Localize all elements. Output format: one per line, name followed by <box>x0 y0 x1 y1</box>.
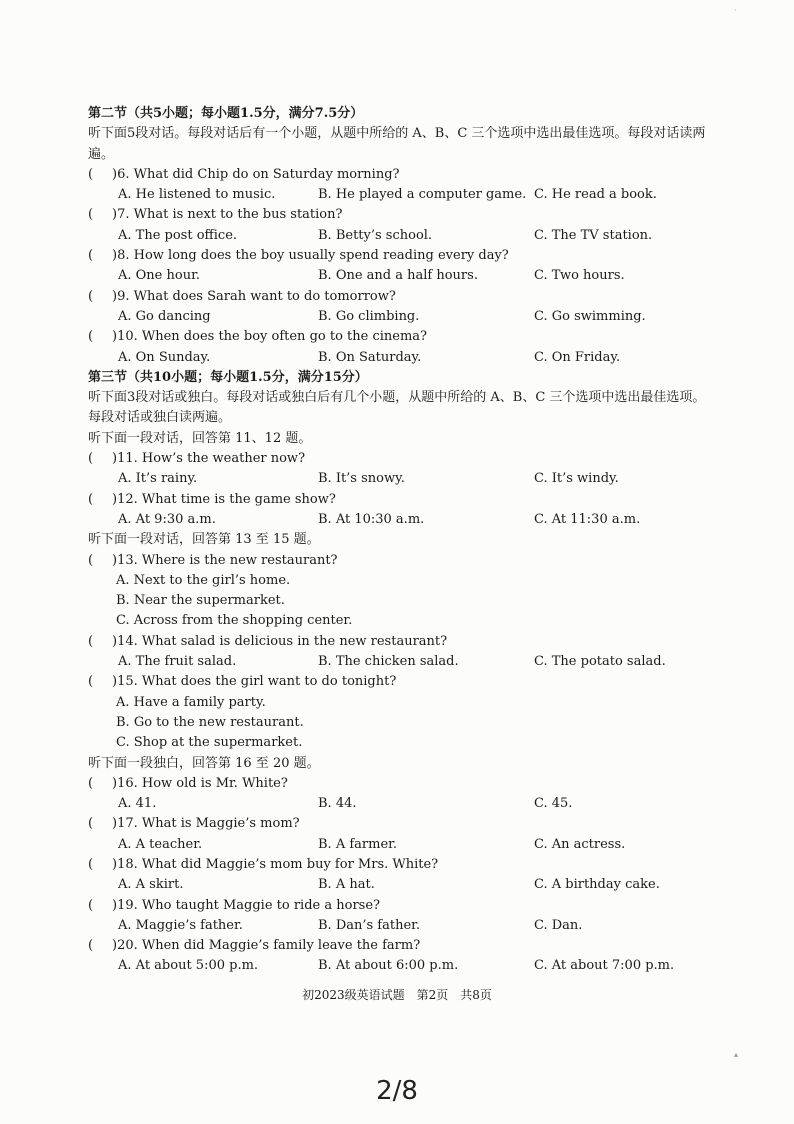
q19 <box>88 896 708 937</box>
answer-blank[interactable]: ( <box>88 207 94 223</box>
option-c: C. The TV station. <box>534 227 653 243</box>
option-a: A. It’s rainy. <box>118 471 198 487</box>
answer-blank[interactable]: ( <box>88 329 94 345</box>
q10 <box>88 327 708 368</box>
page-indicator: 2/8 <box>376 1076 418 1106</box>
option-b: B. One and a half hours. <box>318 268 478 284</box>
answer-blank[interactable]: ( <box>88 856 94 872</box>
answer-blank[interactable]: ( <box>88 491 94 507</box>
answer-blank[interactable]: ( <box>88 775 94 791</box>
option-c: C. It’s windy. <box>534 471 619 487</box>
q15 <box>88 672 708 753</box>
answer-blank[interactable]: ( <box>88 816 94 832</box>
option-c: C. A birthday cake. <box>534 877 660 893</box>
option-b: B. Go to the new restaurant. <box>116 714 304 730</box>
option-c: C. Go swimming. <box>534 308 646 324</box>
q7 <box>88 205 708 246</box>
answer-blank[interactable]: ( <box>88 897 94 913</box>
option-b: B. A farmer. <box>318 836 398 852</box>
question-text: )9. What does Sarah want to do tomorrow? <box>112 288 396 304</box>
option-c: C. Shop at the supermarket. <box>116 735 303 751</box>
option-c: C. Dan. <box>534 917 583 933</box>
section2-instruction: 听下面5段对话。每段对话后有一个小题，从题中所给的 A、B、C 三个选项中选出最佳选项。每段对话读两遍。 <box>88 126 706 162</box>
answer-blank[interactable]: ( <box>88 451 94 467</box>
question-text: )15. What does the girl want to do tonight? <box>112 674 397 690</box>
scan-speck-icon: ▴ <box>734 1050 739 1059</box>
option-c: C. On Friday. <box>534 349 621 365</box>
option-b: B. A hat. <box>318 877 375 893</box>
option-b: B. Near the supermarket. <box>116 593 285 609</box>
option-b: B. It’s snowy. <box>318 471 405 487</box>
option-a: A. Next to the girl’s home. <box>116 572 291 588</box>
option-a: A. Go dancing <box>118 308 211 324</box>
option-a: A. At about 5:00 p.m. <box>118 958 259 974</box>
option-b: B. 44. <box>318 796 357 812</box>
question-text: )7. What is next to the bus station? <box>112 207 343 223</box>
scan-speck-icon: · <box>734 6 737 15</box>
question-text: )11. How’s the weather now? <box>112 451 306 467</box>
answer-blank[interactable]: ( <box>88 938 94 954</box>
q17 <box>88 814 708 855</box>
question-text: )10. When does the boy often go to the cinema? <box>112 329 428 345</box>
question-text: )13. Where is the new restaurant? <box>112 552 338 568</box>
option-a: A. One hour. <box>118 268 200 284</box>
option-c: C. The potato salad. <box>534 654 666 670</box>
q8 <box>88 246 708 287</box>
q14 <box>88 632 708 673</box>
option-c: C. He read a book. <box>534 187 657 203</box>
option-a: A. The post office. <box>118 227 238 243</box>
q13 <box>88 551 708 632</box>
option-a: A. At 9:30 a.m. <box>118 511 216 527</box>
option-b: B. At 10:30 a.m. <box>318 511 425 527</box>
q11 <box>88 449 708 490</box>
option-b: B. On Saturday. <box>318 349 422 365</box>
option-c: C. Two hours. <box>534 268 625 284</box>
option-b: B. Betty’s school. <box>318 227 433 243</box>
q12 <box>88 490 708 531</box>
answer-blank[interactable]: ( <box>88 288 94 304</box>
option-b: B. He played a computer game. <box>318 187 527 203</box>
passage3-intro: 听下面一段独白，回答第 16 至 20 题。 <box>88 755 320 771</box>
question-text: )20. When did Maggie’s family leave the farm? <box>112 938 421 954</box>
section3-instruction: 听下面3段对话或独白。每段对话或独白后有几个小题，从题中所给的 A、B、C 三个选项中选出最佳选项。每段对话或独白读两遍。 <box>88 390 706 426</box>
question-text: )12. What time is the game show? <box>112 491 336 507</box>
question-text: )16. How old is Mr. White? <box>112 775 288 791</box>
option-b: B. Dan’s father. <box>318 917 421 933</box>
option-b: B. The chicken salad. <box>318 654 459 670</box>
exam-content <box>88 104 708 977</box>
answer-blank[interactable]: ( <box>88 552 94 568</box>
q16 <box>88 774 708 815</box>
option-a: A. Have a family party. <box>116 694 266 710</box>
question-text: )8. How long does the boy usually spend reading every day? <box>112 248 509 264</box>
q20 <box>88 936 708 977</box>
option-a: A. The fruit salad. <box>118 654 237 670</box>
option-b: B. At about 6:00 p.m. <box>318 958 459 974</box>
question-text: )14. What salad is delicious in the new restaurant? <box>112 633 448 649</box>
question-text: )17. What is Maggie’s mom? <box>112 816 300 832</box>
option-c: C. At about 7:00 p.m. <box>534 958 675 974</box>
question-text: )6. What did Chip do on Saturday morning? <box>112 166 400 182</box>
option-a: A. A skirt. <box>118 877 184 893</box>
option-a: A. 41. <box>118 796 157 812</box>
passage2-intro: 听下面一段对话，回答第 13 至 15 题。 <box>88 532 320 548</box>
q6 <box>88 165 708 206</box>
section3-title: 第三节（共10小题；每小题1.5分，满分15分） <box>88 369 368 385</box>
q18 <box>88 855 708 896</box>
question-text: )19. Who taught Maggie to ride a horse? <box>112 897 380 913</box>
section2-title: 第二节（共5小题；每小题1.5分，满分7.5分） <box>88 106 364 121</box>
option-a: A. Maggie’s father. <box>118 917 243 933</box>
option-b: B. Go climbing. <box>318 308 420 324</box>
option-c: C. 45. <box>534 796 573 812</box>
answer-blank[interactable]: ( <box>88 674 94 690</box>
passage1-intro: 听下面一段对话，回答第 11、12 题。 <box>88 430 312 446</box>
option-c: C. At 11:30 a.m. <box>534 511 641 527</box>
page-footer: 初2023级英语试题 第2页 共8页 <box>302 988 492 1002</box>
option-a: A. He listened to music. <box>118 187 276 203</box>
option-a: A. A teacher. <box>118 836 203 852</box>
option-c: C. Across from the shopping center. <box>116 613 353 629</box>
answer-blank[interactable]: ( <box>88 166 94 182</box>
q9 <box>88 287 708 328</box>
option-a: A. On Sunday. <box>118 349 211 365</box>
answer-blank[interactable]: ( <box>88 248 94 264</box>
question-text: )18. What did Maggie’s mom buy for Mrs. White? <box>112 856 439 872</box>
answer-blank[interactable]: ( <box>88 633 94 649</box>
option-c: C. An actress. <box>534 836 626 852</box>
